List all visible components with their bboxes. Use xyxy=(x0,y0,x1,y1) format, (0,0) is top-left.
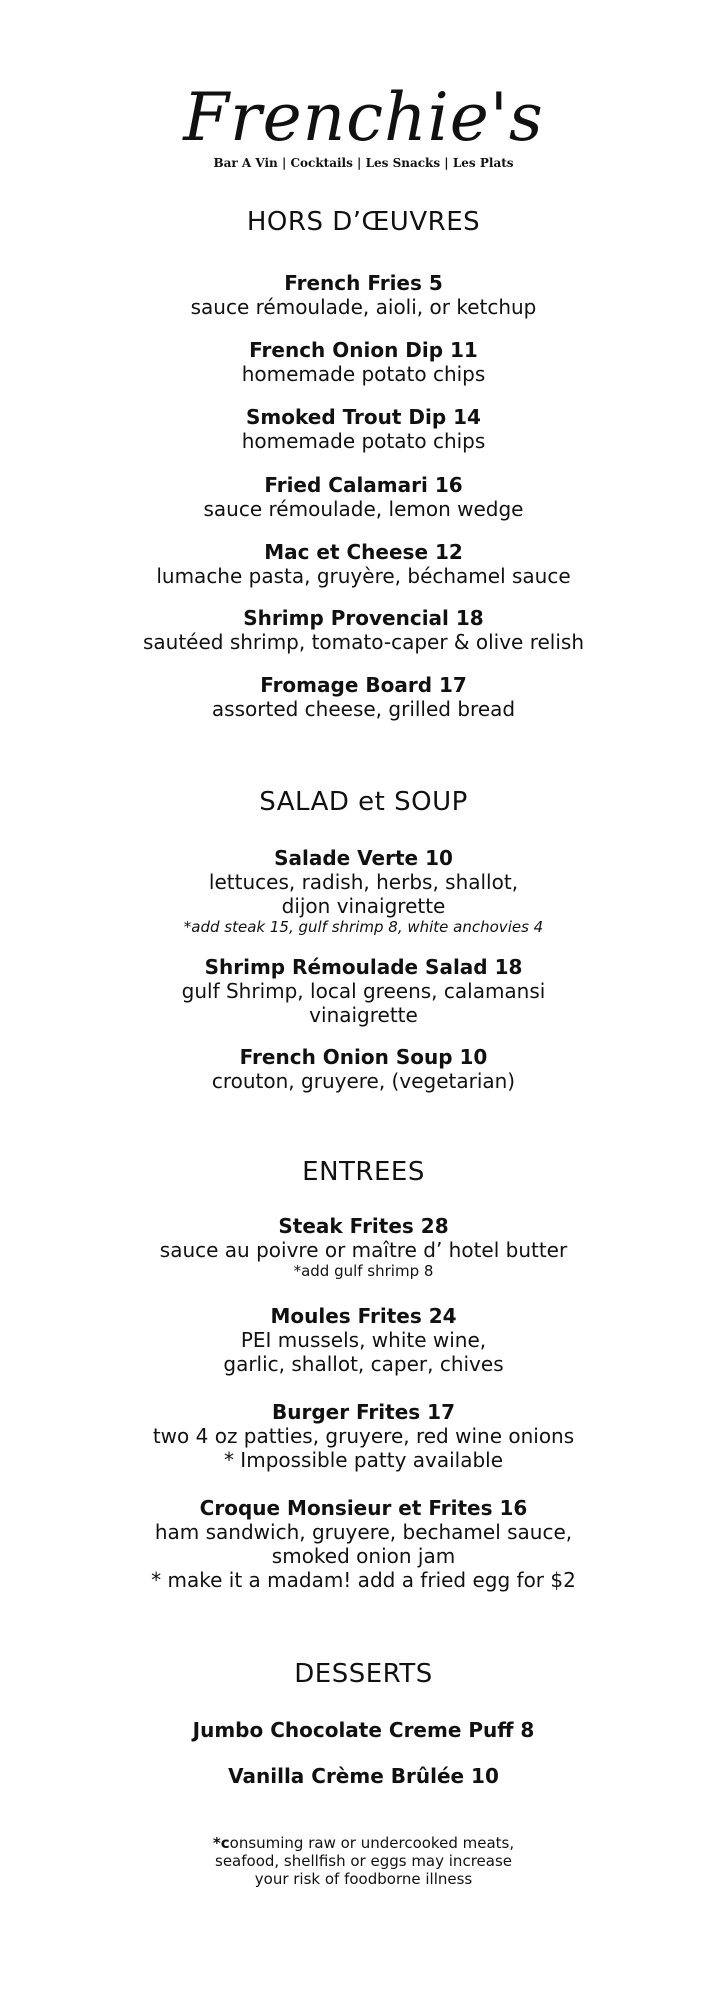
item-description: homemade potato chips xyxy=(241,362,486,386)
item-description: garlic, shallot, caper, chives xyxy=(223,1352,504,1376)
menu-item xyxy=(0,1496,727,1592)
brand-name: Frenchie's xyxy=(183,79,544,156)
item-description: * make it a madam! add a fried egg for $2 xyxy=(151,1568,576,1592)
raw-food-disclaimer xyxy=(0,1834,727,1888)
item-description: sauce rémoulade, lemon wedge xyxy=(203,497,524,521)
item-name: Moules Frites 24 xyxy=(270,1304,457,1328)
item-name: Smoked Trout Dip 14 xyxy=(246,405,481,429)
item-name: Burger Frites 17 xyxy=(272,1400,455,1424)
disclaimer-text: onsuming raw or undercooked meats, xyxy=(229,1834,515,1852)
item-description: PEI mussels, white wine, xyxy=(240,1328,487,1352)
item-name: French Onion Dip 11 xyxy=(249,338,478,362)
menu-item xyxy=(0,473,727,521)
item-description: sautéed shrimp, tomato-caper & olive relish xyxy=(142,630,585,654)
section-hors-doeuvres xyxy=(0,207,727,237)
item-name: Shrimp Rémoulade Salad 18 xyxy=(204,955,523,979)
section-title: DESSERTS xyxy=(294,1659,433,1689)
item-name: Steak Frites 28 xyxy=(278,1214,449,1238)
item-name: Vanilla Crème Brûlée 10 xyxy=(228,1764,499,1788)
menu-item xyxy=(0,846,727,936)
menu-item xyxy=(0,338,727,386)
item-addon-note: *add gulf shrimp 8 xyxy=(293,1262,434,1280)
item-name: Shrimp Provencial 18 xyxy=(243,606,484,630)
section-title: ENTREES xyxy=(302,1157,425,1187)
section-title: HORS D’ŒUVRES xyxy=(246,207,481,237)
item-name: Salade Verte 10 xyxy=(274,846,453,870)
section-salad-soup xyxy=(0,787,727,817)
item-description: sauce au poivre or maître d’ hotel butter xyxy=(159,1238,568,1262)
item-description: * Impossible patty available xyxy=(223,1448,504,1472)
item-description: dijon vinaigrette xyxy=(281,894,446,918)
item-description: gulf Shrimp, local greens, calamansi xyxy=(181,979,546,1003)
section-desserts xyxy=(0,1659,727,1689)
menu-item xyxy=(0,1045,727,1093)
menu-item xyxy=(0,540,727,588)
item-name: French Onion Soup 10 xyxy=(239,1045,488,1069)
item-description: crouton, gruyere, (vegetarian) xyxy=(211,1069,516,1093)
item-description: homemade potato chips xyxy=(241,429,486,453)
item-description: sauce rémoulade, aioli, or ketchup xyxy=(190,295,537,319)
item-name: French Fries 5 xyxy=(284,271,443,295)
item-name: Fromage Board 17 xyxy=(260,673,467,697)
item-description: vinaigrette xyxy=(309,1003,418,1027)
section-title: SALAD et SOUP xyxy=(259,787,468,817)
disclaimer-lead: *c xyxy=(212,1834,230,1852)
menu-item xyxy=(0,1214,727,1280)
menu-item xyxy=(0,606,727,654)
item-description: smoked onion jam xyxy=(271,1544,456,1568)
section-entrees xyxy=(0,1157,727,1187)
item-description: lumache pasta, gruyère, béchamel sauce xyxy=(156,564,571,588)
item-description: ham sandwich, gruyere, bechamel sauce, xyxy=(154,1520,573,1544)
item-name: Fried Calamari 16 xyxy=(264,473,463,497)
brand-tagline: Bar A Vin | Cocktails | Les Snacks | Les Plats xyxy=(213,156,514,170)
menu-item xyxy=(0,955,727,1027)
menu-item xyxy=(0,1718,727,1742)
menu-item xyxy=(0,1764,727,1788)
item-name: Croque Monsieur et Frites 16 xyxy=(199,1496,528,1520)
menu-item xyxy=(0,271,727,319)
brand-logo xyxy=(0,78,727,170)
item-description: two 4 oz patties, gruyere, red wine onions xyxy=(152,1424,575,1448)
disclaimer-line-1 xyxy=(0,1834,727,1852)
item-addon-note: *add steak 15, gulf shrimp 8, white anchovies 4 xyxy=(183,918,544,936)
menu-item xyxy=(0,1304,727,1376)
disclaimer-line-3: your risk of foodborne illness xyxy=(254,1870,473,1888)
menu-item xyxy=(0,673,727,721)
item-name: Jumbo Chocolate Creme Puff 8 xyxy=(192,1718,535,1742)
menu-item xyxy=(0,1400,727,1472)
item-description: lettuces, radish, herbs, shallot, xyxy=(208,870,519,894)
item-name: Mac et Cheese 12 xyxy=(264,540,463,564)
menu-item xyxy=(0,405,727,453)
item-description: assorted cheese, grilled bread xyxy=(211,697,516,721)
disclaimer-line-2: seafood, shellfish or eggs may increase xyxy=(215,1852,512,1870)
